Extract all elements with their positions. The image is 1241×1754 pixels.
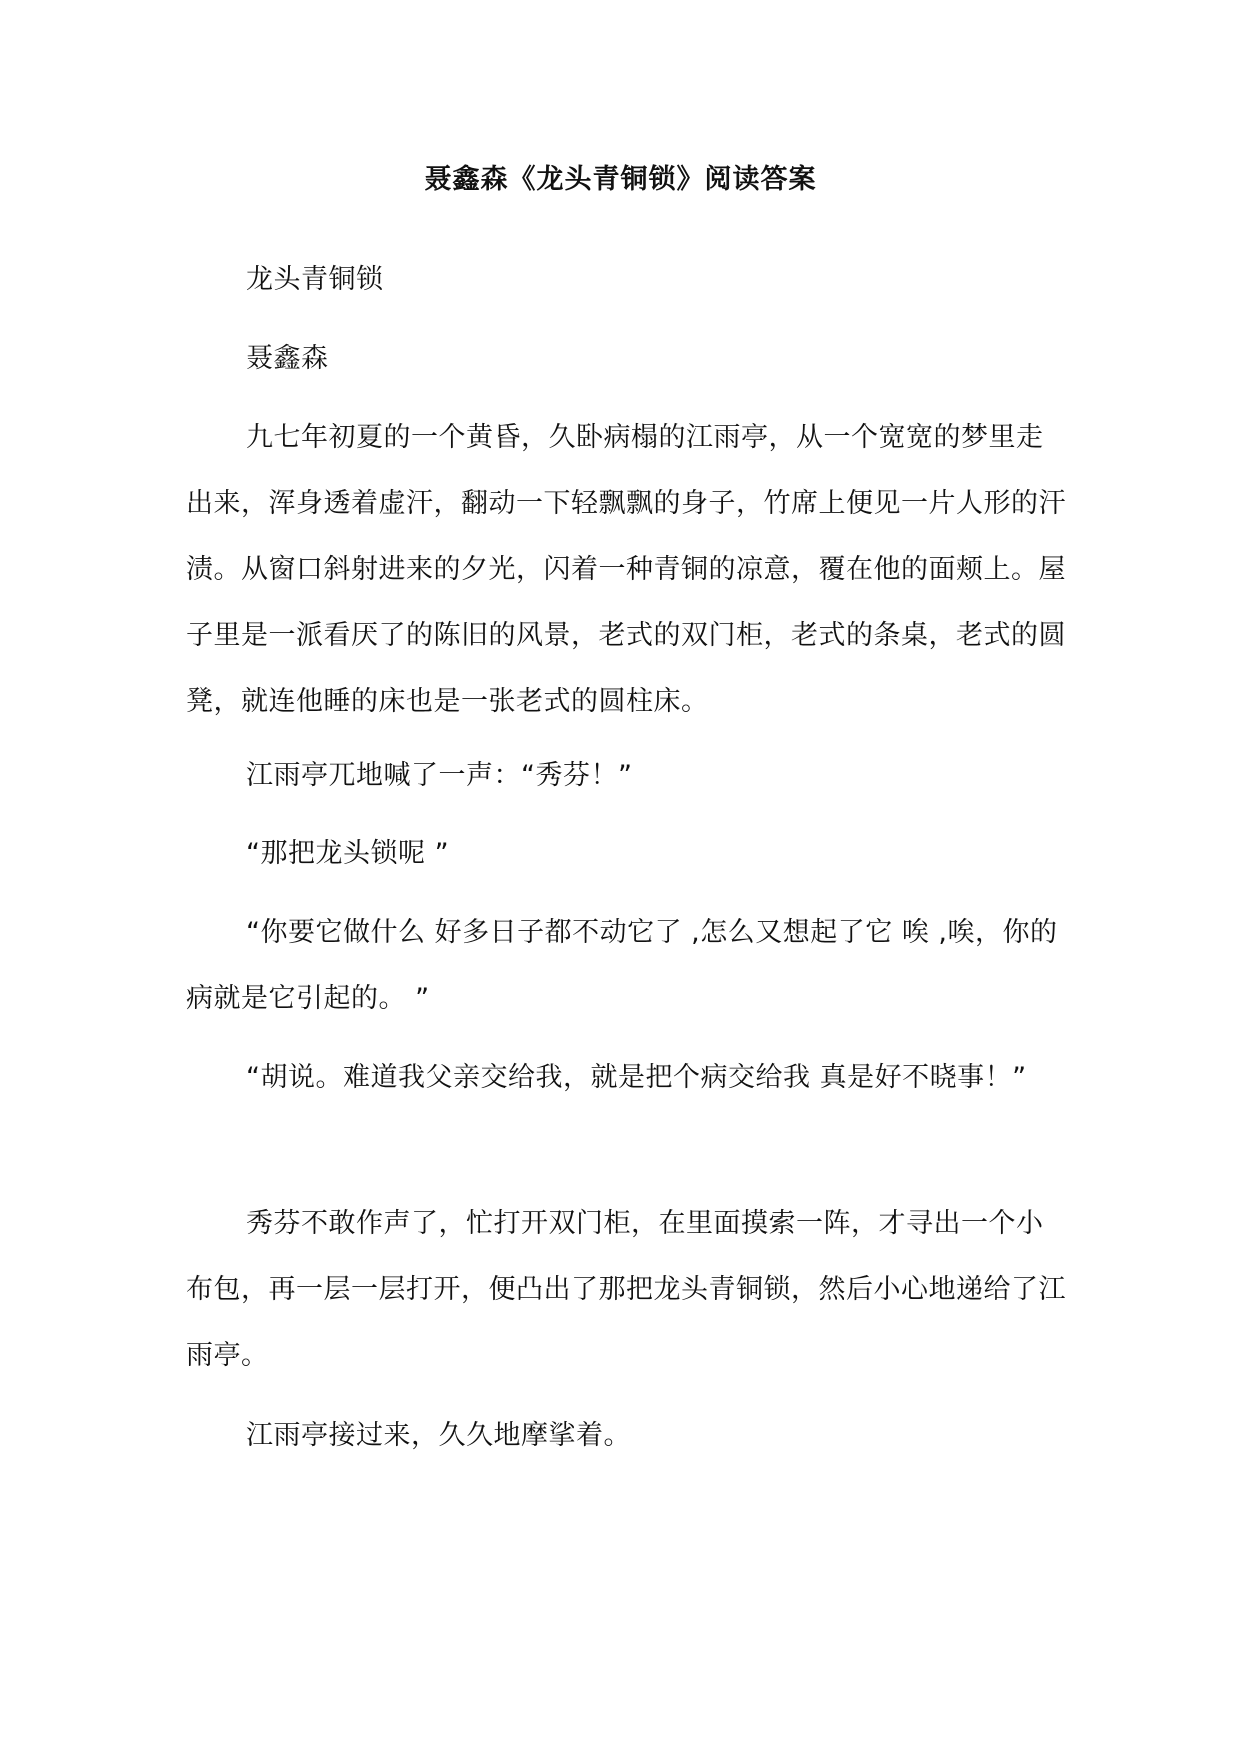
paragraph: “你要它做什么 好多日子都不动它了 ,怎么又想起了它 唉 ,唉，你的病就是它引起的。 ” bbox=[186, 917, 1058, 1014]
paragraph: 秀芬不敢作声了，忙打开双门柜，在里面摸索一阵，才寻出一个小布包，再一层一层打开，便凸出了那把龙头青铜锁，然后小心地递给了江雨亭。 bbox=[186, 1208, 1066, 1371]
paragraph: “那把龙头锁呢 ” bbox=[246, 838, 450, 869]
document-title: 聂鑫森《龙头青铜锁》阅读答案 bbox=[424, 164, 817, 195]
story-author: 聂鑫森 bbox=[246, 343, 329, 374]
paragraph: 江雨亭接过来，久久地摩挲着。 bbox=[246, 1420, 631, 1451]
paragraph: 江雨亭兀地喊了一声：“秀芬！” bbox=[246, 760, 633, 791]
story-title: 龙头青铜锁 bbox=[246, 264, 384, 295]
paragraph: 九七年初夏的一个黄昏，久卧病榻的江雨亭，从一个宽宽的梦里走出来，浑身透着虚汗，翻动一下轻飘飘的身子，竹席上便见一片人形的汗渍。从窗口斜射进来的夕光，闪着一种青铜的凉意，覆在他的面颊上。屋子里是一派看厌了的陈旧的风景，老式的双门柜，老式的条桌，老式的圆凳，就连他睡的床也是一张老式的圆柱床。 bbox=[186, 422, 1066, 717]
paragraph: “胡说。难道我父亲交给我，就是把个病交给我 真是好不晓事！” bbox=[246, 1062, 1027, 1093]
